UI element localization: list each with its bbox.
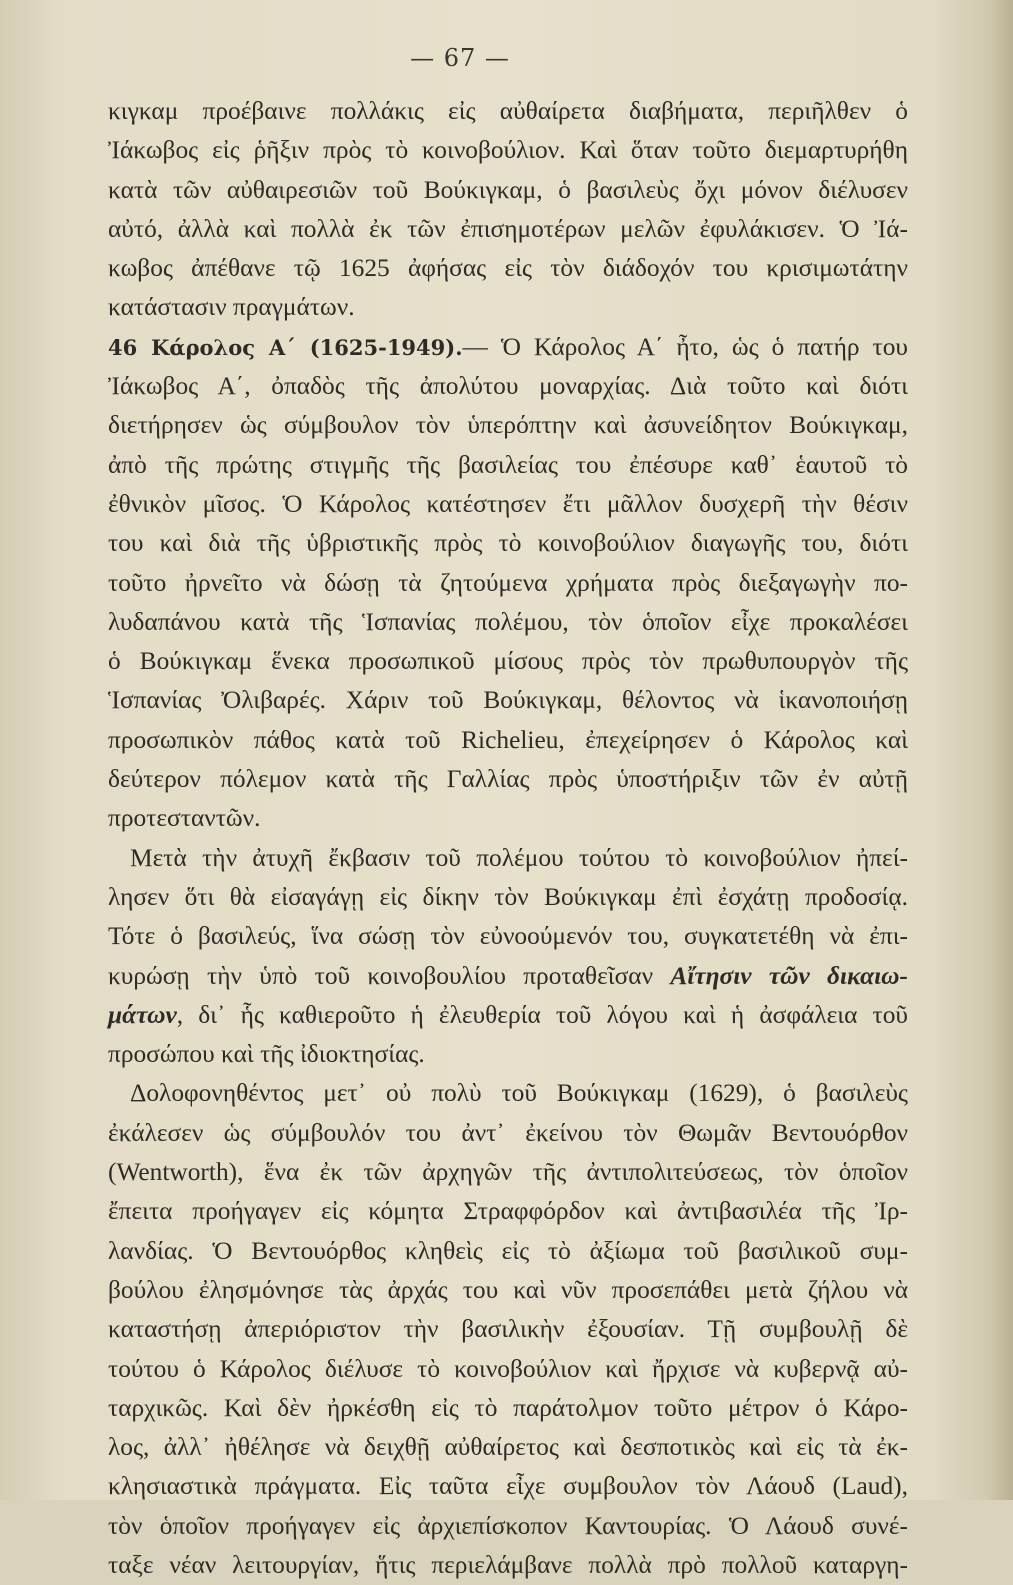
text-line: ὁ Βούκιγκαμ ἕνεκα προσωπικοῦ μίσους πρὸς τὸν πρωθυπουργὸν τῆς	[108, 647, 908, 676]
text-line: ταξε νέαν λειτουργίαν, ἥτις περιελάμβανε πολλὰ πρὸ πολλοῦ καταργη-	[108, 1550, 908, 1579]
text-line: τούτου ὁ Κάρολος διέλυσε τὸ κοινοβούλιον καὶ ἤρχισε νὰ κυβερνᾷ αὐ-	[108, 1354, 908, 1383]
text-line: λανδίας. Ὁ Βεντουόρθος κληθεὶς εἰς τὸ ἀξίωμα τοῦ βασιλικοῦ συμ-	[108, 1236, 908, 1265]
text-line: κυρώσῃ τὴν ὑπὸ τοῦ κοινοβουλίου προταθεῖσαν	[108, 961, 654, 990]
text-line: Δολοφονηθέντος μετ᾽ οὐ πολὺ τοῦ Βούκιγκαμ (1629), ὁ βασιλεὺς	[130, 1079, 908, 1108]
text-line: Ἰάκωβος Α΄, ὀπαδὸς τῆς ἀπολύτου μοναρχίας. Διὰ τοῦτο καὶ διότι	[108, 372, 908, 401]
text-line: — Ὁ Κάρολος Α΄ ἦτο, ὡς ὁ πατήρ του	[462, 332, 908, 361]
text-line: κλησιαστικὰ πράγματα. Εἰς ταῦτα εἶχε συμβουλον τὸν Λάουδ (Laud),	[108, 1472, 908, 1501]
text-line: Τότε ὁ βασιλεύς, ἵνα σώσῃ τὸν εὐνοούμενόν του, συγκατετέθη νὰ ἐπι-	[108, 922, 908, 951]
section-heading: 46 Κάρολος Α΄ (1625-1949).	[108, 334, 463, 360]
text-line: δεύτερον πόλεμον κατὰ τῆς Γαλλίας πρὸς ὑποστήριξιν τῶν ἐν αὐτῇ	[108, 765, 908, 794]
text-line: λυδαπάνου κατὰ τῆς Ἱσπανίας πολέμου, τὸν ὁποῖον εἶχε προκαλέσει	[108, 607, 908, 636]
page-edge	[991, 0, 1013, 1500]
text-line: κατάστασιν πραγμάτων.	[108, 293, 355, 322]
text-line-with-emphasis	[108, 957, 908, 996]
text-line: κωβος ἀπέθανε τῷ 1625 ἀφήσας εἰς τὸν διάδοχόν του κρισιμωτάτην	[108, 254, 908, 283]
text-line: τοῦτο ἠρνεῖτο νὰ δώσῃ τὰ ζητούμενα χρήματα πρὸς διεξαγωγὴν πο-	[108, 568, 908, 597]
text-line-with-emphasis	[108, 996, 908, 1035]
page-number: — 67 —	[410, 44, 510, 72]
text-line: καταστήσῃ ἀπεριόριστον τὴν βασιλικὴν ἐξουσίαν. Τῇ συμβουλῇ δὲ	[108, 1315, 908, 1344]
emphasized-term: μάτων	[108, 1000, 177, 1029]
text-line: προσωπικὸν πάθος κατὰ τοῦ Richelieu, ἐπεχείρησεν ὁ Κάρολος καὶ	[108, 725, 908, 754]
text-line: , δι᾽ ἧς καθιεροῦτο ἡ ἐλευθερία τοῦ λόγου καὶ ἡ ἀσφάλεια τοῦ	[176, 1000, 908, 1029]
text-line: προσώπου καὶ τῆς ἰδιοκτησίας.	[108, 1040, 425, 1069]
text-line: κατὰ τῶν αὐθαιρεσιῶν τοῦ Βούκιγκαμ, ὁ βασιλεὺς ὄχι μόνον διέλυσεν	[108, 175, 908, 204]
text-line: του καὶ διὰ τῆς ὑβριστικῆς πρὸς τὸ κοινοβούλιον διαγωγῆς του, διότι	[108, 529, 908, 558]
text-line: ἀπὸ τῆς πρώτης στιγμῆς τῆς βασιλείας του ἐπέσυρε καθ᾽ ἑαυτοῦ τὸ	[108, 450, 908, 479]
text-line: ἐκάλεσεν ὡς σύμβουλόν του ἀντ᾽ ἐκείνου τὸν Θωμᾶν Βεντουόρθον	[108, 1118, 908, 1147]
text-line: ἐθνικὸν μῖσος. Ὁ Κάρολος κατέστησεν ἔτι μᾶλλον δυσχερῆ τὴν θέσιν	[108, 489, 908, 518]
text-line: λησεν ὅτι θὰ εἰσαγάγῃ εἰς δίκην τὸν Βούκιγκαμ ἐπὶ ἐσχάτῃ προδοσίᾳ.	[108, 882, 908, 911]
text-line: διετήρησεν ὡς σύμβουλον τὸν ὑπερόπτην καὶ ἀσυνείδητον Βούκιγκαμ,	[108, 411, 908, 440]
text-line: ταρχικῶς. Καὶ δὲν ἠρκέσθη εἰς τὸ παράτολμον τοῦτο μέτρον ὁ Κάρο-	[108, 1393, 908, 1422]
text-line: Ἰάκωβος εἰς ῥῆξιν πρὸς τὸ κοινοβούλιον. Καὶ ὅταν τοῦτο διεμαρτυρήθη	[108, 136, 908, 165]
text-line: τὸν ὁποῖον προήγαγεν εἰς ἀρχιεπίσκοπον Καντουρίας. Ὁ Λάουδ συνέ-	[108, 1511, 908, 1540]
body-text	[108, 92, 908, 1585]
text-line: προτεσταντῶν.	[108, 804, 261, 833]
text-line: (Wentworth), ἕνα ἐκ τῶν ἀρχηγῶν τῆς ἀντιπολιτεύσεως, τὸν ὁποῖον	[108, 1158, 908, 1187]
text-line: Ἱσπανίας Ὀλιβαρές. Χάριν τοῦ Βούκιγκαμ, θέλοντος νὰ ἱκανοποιήσῃ	[108, 686, 908, 715]
text-line: αὐτό, ἀλλὰ καὶ πολλὰ ἐκ τῶν ἐπισημοτέρων μελῶν ἐφυλάκισεν. Ὁ Ἰά-	[108, 214, 908, 243]
section-heading-line	[108, 328, 908, 367]
text-line: λος, ἀλλ᾽ ἠθέλησε νὰ δειχθῇ αὐθαίρετος καὶ δεσποτικὸς καὶ εἰς τὰ ἐκ-	[108, 1433, 908, 1462]
emphasized-term: Αἴτησιν τῶν δικαιω-	[670, 961, 908, 990]
text-line: βούλου ἐλησμόνησε τὰς ἀρχάς του καὶ νῦν προσεπάθει μετὰ ζήλου νὰ	[108, 1275, 908, 1304]
text-line: κιγκαμ προέβαινε πολλάκις εἰς αὐθαίρετα διαβήματα, περιῆλθεν ὁ	[108, 97, 908, 125]
text-line: Μετὰ τὴν ἀτυχῆ ἔκβασιν τοῦ πολέμου τούτου τὸ κοινοβούλιον ἠπεί-	[130, 843, 908, 872]
text-line: ἔπειτα προήγαγεν εἰς κόμητα Στραφφόρδον καὶ ἀντιβασιλέα τῆς Ἰρ-	[108, 1197, 908, 1226]
